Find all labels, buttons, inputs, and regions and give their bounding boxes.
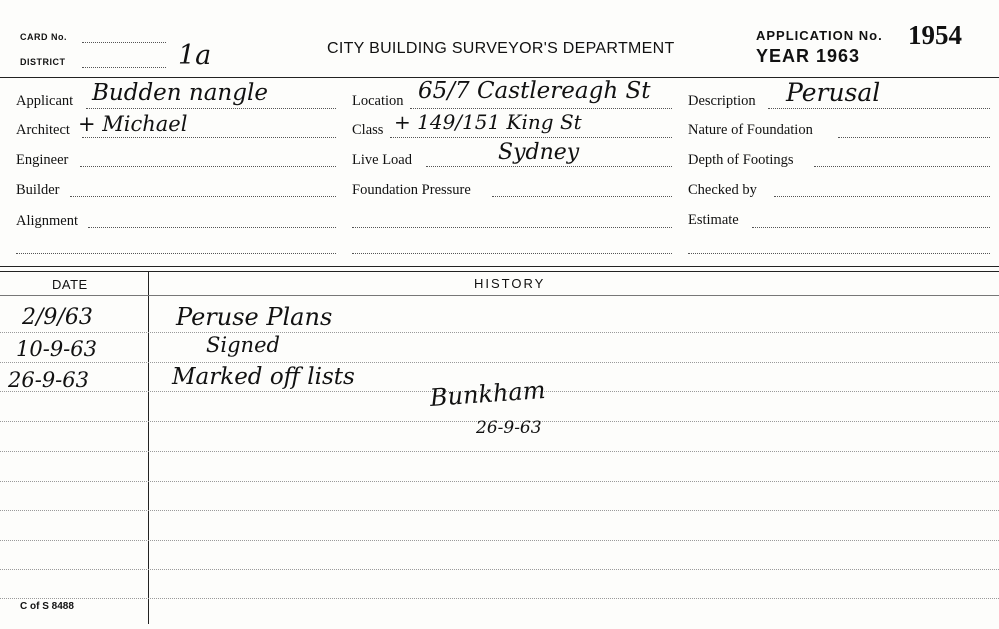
history-rule xyxy=(0,481,999,482)
date-header: DATE xyxy=(52,277,88,292)
builder-label: Builder xyxy=(16,182,60,198)
history-text: Signed xyxy=(206,333,280,357)
district-line xyxy=(82,67,166,68)
class-value: + 149/151 King St xyxy=(394,110,582,134)
history-date: 26-9-63 xyxy=(8,368,89,392)
card-no-label: CARD No. xyxy=(20,32,67,42)
class-line xyxy=(390,137,672,138)
nature-of-foundation-label: Nature of Foundation xyxy=(688,122,813,138)
live-load-line xyxy=(426,166,672,167)
estimate-line xyxy=(752,227,990,228)
class-label: Class xyxy=(352,122,384,138)
history-text: Marked off lists xyxy=(172,364,355,390)
applicant-line xyxy=(86,108,336,109)
history-text: Peruse Plans xyxy=(176,303,333,331)
depth-of-footings-line xyxy=(814,166,990,167)
architect-value: + Michael xyxy=(78,112,188,136)
engineer-line xyxy=(80,166,336,167)
date-column-divider xyxy=(148,272,149,624)
description-value: Perusal xyxy=(786,78,881,107)
district-label: DISTRICT xyxy=(20,57,66,67)
nature-of-foundation-line xyxy=(838,137,990,138)
live-load-value: Sydney xyxy=(498,140,580,165)
history-rule xyxy=(0,510,999,511)
history-header: HISTORY xyxy=(474,276,546,291)
middle-blank-line-2 xyxy=(352,253,672,254)
middle-blank-line-1 xyxy=(352,227,672,228)
checked-by-line xyxy=(774,196,990,197)
history-divider-bottom xyxy=(0,271,999,272)
engineer-label: Engineer xyxy=(16,152,69,168)
applicant-label: Applicant xyxy=(16,93,74,109)
history-header-rule xyxy=(0,295,999,296)
location-label: Location xyxy=(352,93,404,109)
right-blank-line xyxy=(688,253,990,254)
estimate-label: Estimate xyxy=(688,212,739,228)
location-value: 65/7 Castlereagh St xyxy=(418,78,651,104)
history-rule xyxy=(0,451,999,452)
history-rule xyxy=(0,332,999,333)
card-no-line xyxy=(82,42,166,43)
district-value: 1a xyxy=(178,40,212,71)
year-label: YEAR 1963 xyxy=(756,46,861,66)
application-number: 1954 xyxy=(908,20,962,50)
department-title: CITY BUILDING SURVEYOR'S DEPARTMENT xyxy=(327,40,675,57)
applicant-value: Budden nangle xyxy=(92,80,268,106)
foundation-pressure-label: Foundation Pressure xyxy=(352,182,471,198)
checked-by-label: Checked by xyxy=(688,182,757,198)
history-rule xyxy=(0,598,999,599)
architect-line xyxy=(82,137,336,138)
depth-of-footings-label: Depth of Footings xyxy=(688,152,794,168)
signature: Bunkham xyxy=(429,375,547,412)
form-number: C of S 8488 xyxy=(20,601,74,612)
live-load-label: Live Load xyxy=(352,152,412,168)
alignment-label: Alignment xyxy=(16,213,79,229)
history-divider-top xyxy=(0,266,999,267)
left-blank-line xyxy=(16,253,336,254)
alignment-line xyxy=(88,227,336,228)
history-date: 10-9-63 xyxy=(16,337,97,361)
architect-label: Architect xyxy=(16,122,70,138)
description-line xyxy=(768,108,990,109)
location-line xyxy=(410,108,672,109)
builder-line xyxy=(70,196,336,197)
history-rule xyxy=(0,569,999,570)
history-date: 2/9/63 xyxy=(22,305,93,330)
description-label: Description xyxy=(688,93,756,109)
signature-date: 26-9-63 xyxy=(476,418,542,438)
history-rule xyxy=(0,540,999,541)
history-rule xyxy=(0,362,999,363)
foundation-pressure-line xyxy=(492,196,672,197)
application-label: APPLICATION No. xyxy=(756,28,883,43)
